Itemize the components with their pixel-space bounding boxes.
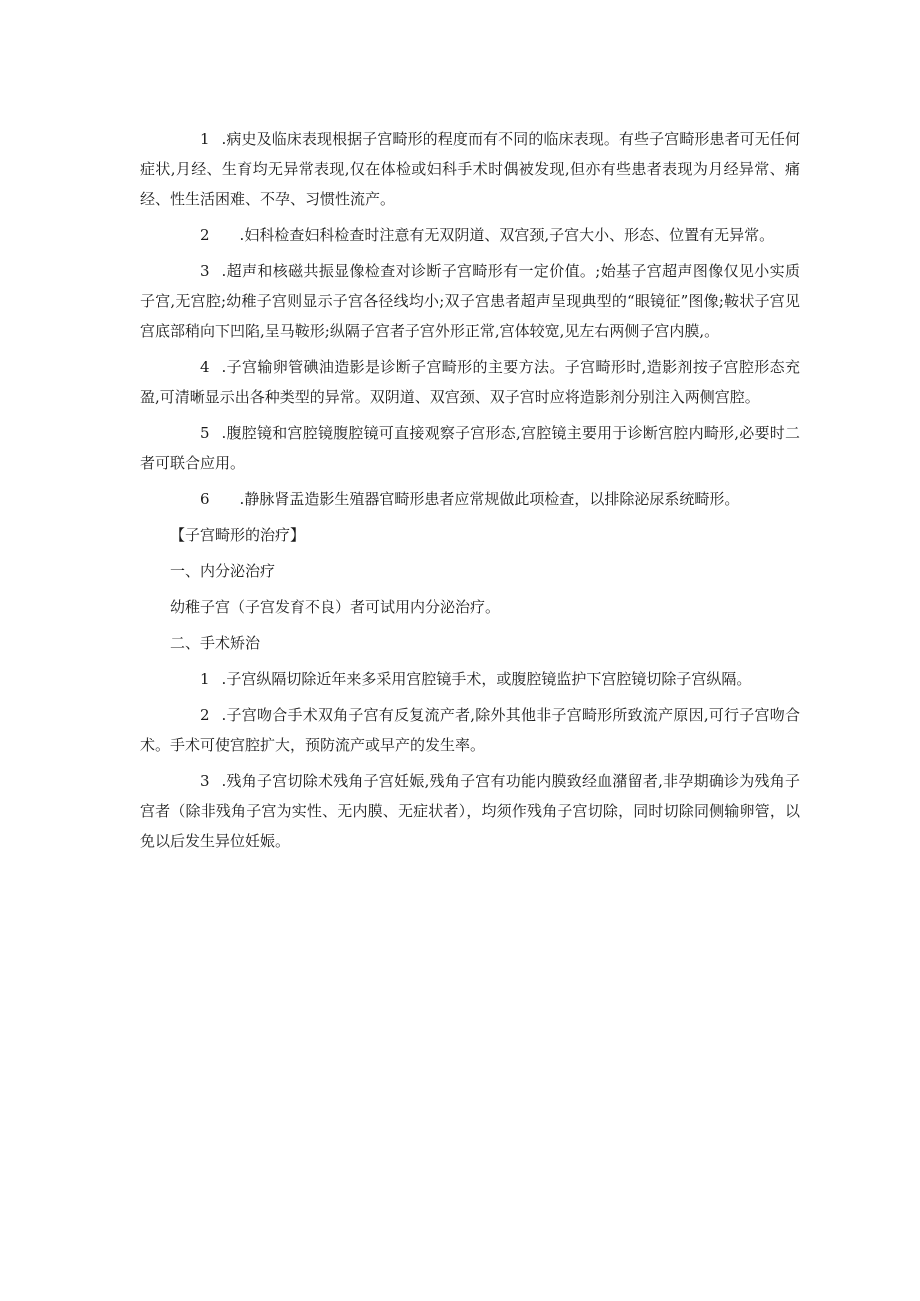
item-text: .子宫吻合手术双角子宫有反复流产者,除外其他非子宫畸形所致流产原因,可行子宫吻合术。手术可使宫腔扩大，预防流产或早产的发生率。 bbox=[140, 706, 800, 754]
item-text: .病史及临床表现根据子宫畸形的程度而有不同的临床表现。有些子宫畸形患者可无任何症状,月经、生育均无异常表现,仅在体检或妇科手术时偶被发现,但亦有些患者表现为月经异常、痛经、性生活困难、不孕、习惯性流产。 bbox=[140, 130, 800, 208]
document-page bbox=[140, 124, 800, 862]
surgery-item-2 bbox=[140, 700, 800, 760]
item-number: 1 bbox=[200, 670, 210, 688]
section-title-surgery: 二、手术矫治 bbox=[170, 634, 261, 652]
exam-item-5 bbox=[140, 418, 800, 478]
item-number: 2 bbox=[200, 706, 210, 724]
exam-item-4 bbox=[140, 352, 800, 412]
surgery-item-3 bbox=[140, 766, 800, 856]
item-text: .残角子宫切除术残角子宫妊娠,残角子宫有功能内膜致经血潴留者,非孕期确诊为残角子宫者（除非残角子宫为实性、无内膜、无症状者），均须作残角子宫切除，同时切除同侧输卵管，以免以后发生异位妊娠。 bbox=[140, 772, 800, 850]
item-number: 3 bbox=[200, 772, 210, 790]
item-text: .子宫输卵管碘油造影是诊断子宫畸形的主要方法。子宫畸形时,造影剂按子宫腔形态充盈,可清晰显示出各种类型的异常。双阴道、双宫颈、双子宫时应将造影剂分别注入两侧宫腔。 bbox=[140, 358, 800, 406]
section-body-endocrine: 幼稚子宫（子宫发育不良）者可试用内分泌治疗。 bbox=[170, 598, 501, 616]
section-title-endocrine: 一、内分泌治疗 bbox=[170, 562, 276, 580]
exam-item-6 bbox=[140, 484, 800, 514]
item-number: 1 bbox=[200, 130, 210, 148]
item-number: 6 bbox=[200, 490, 210, 508]
item-text: .腹腔镜和宫腔镜腹腔镜可直接观察子宫形态,宫腔镜主要用于诊断宫腔内畸形,必要时二者可联合应用。 bbox=[140, 424, 800, 472]
item-number: 4 bbox=[200, 358, 210, 376]
item-number: 5 bbox=[200, 424, 210, 442]
item-number: 3 bbox=[200, 262, 210, 280]
item-text: .静脉肾盂造影生殖器官畸形患者应常规做此项检查，以排除泌尿系统畸形。 bbox=[239, 490, 740, 508]
treatment-heading: 【子宫畸形的治疗】 bbox=[170, 526, 306, 544]
exam-item-2 bbox=[140, 220, 800, 250]
item-number: 2 bbox=[200, 226, 210, 244]
exam-item-1 bbox=[140, 124, 800, 214]
item-text: .子宫纵隔切除近年来多采用宫腔镜手术，或腹腔镜监护下宫腔镜切除子宫纵隔。 bbox=[221, 670, 752, 688]
surgery-item-1 bbox=[140, 664, 800, 694]
item-text: .超声和核磁共振显像检查对诊断子宫畸形有一定价值。;始基子宫超声图像仅见小实质子宫,无宫腔;幼稚子宫则显示子宫各径线均小;双子宫患者超声呈现典型的“眼镜征”图像;鞍状子宫见宫底部稍向下凹陷,呈马鞍形;纵隔子宫者子宫外形正常,宫体较宽,见左右两侧子宫内膜,。 bbox=[140, 262, 800, 340]
exam-item-3 bbox=[140, 256, 800, 346]
item-text: .妇科检查妇科检查时注意有无双阴道、双宫颈,子宫大小、形态、位置有无异常。 bbox=[239, 226, 775, 244]
